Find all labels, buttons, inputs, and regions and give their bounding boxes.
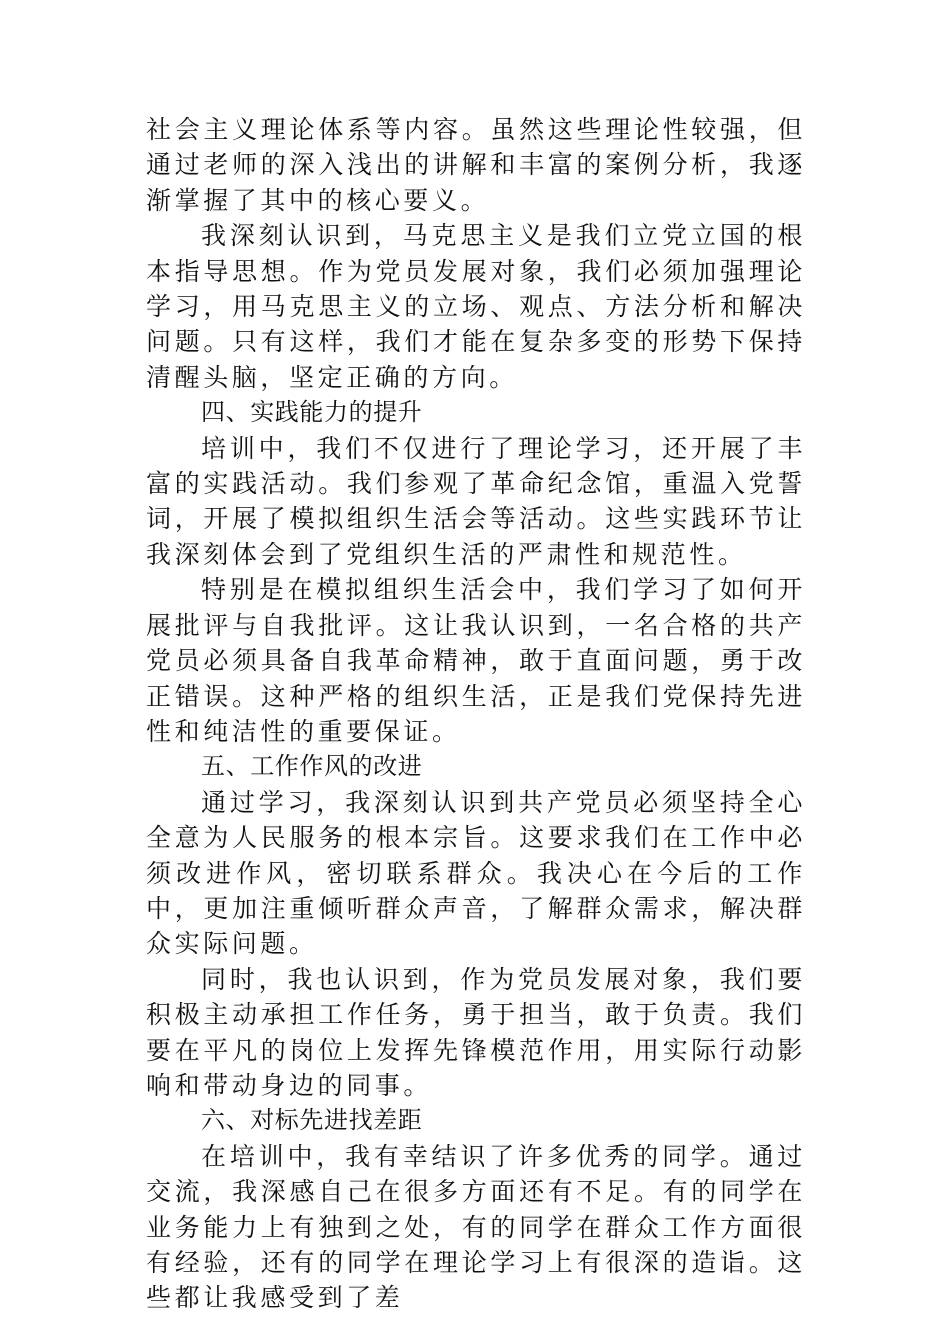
paragraph-marxism-guidance: 我深刻认识到，马克思主义是我们立党立国的根本指导思想。作为党员发展对象，我们必须加强理论学习，用马克思主义的立场、观点、方法分析和解决问题。只有这样，我们才能在复杂多变的形势下保持清醒头脑，坚定正确的方向。 <box>146 221 806 392</box>
paragraph-criticism: 特别是在模拟组织生活会中，我们学习了如何开展批评与自我批评。这让我认识到，一名合格的共产党员必须具备自我革命精神，敢于直面问题，勇于改正错误。这种严格的组织生活，正是我们党保持先进性和纯洁性的重要保证。 <box>146 575 806 746</box>
paragraph-continued: 社会主义理论体系等内容。虽然这些理论性较强，但通过老师的深入浅出的讲解和丰富的案例分析，我逐渐掌握了其中的核心要义。 <box>146 115 806 215</box>
paragraph-serve-people: 通过学习，我深刻认识到共产党员必须坚持全心全意为人民服务的根本宗旨。这要求我们在工作中必须改进作风，密切联系群众。我决心在今后的工作中，更加注重倾听群众声音，了解群众需求，解决群众实际问题。 <box>146 787 806 959</box>
document-page <box>146 112 806 1316</box>
section-heading-practice: 四、实践能力的提升 <box>201 398 423 427</box>
paragraph-classmates: 在培训中，我有幸结识了许多优秀的同学。通过交流，我深感自己在很多方面还有不足。有的同学在业务能力上有独到之处，有的同学在群众工作方面很有经验，还有的同学在理论学习上有很深的造诣。这些都让我感受到了差 <box>146 1141 806 1313</box>
section-heading-benchmark: 六、对标先进找差距 <box>201 1106 423 1135</box>
paragraph-responsibility: 同时，我也认识到，作为党员发展对象，我们要积极主动承担工作任务，勇于担当，敢于负责。我们要在平凡的岗位上发挥先锋模范作用，用实际行动影响和带动身边的同事。 <box>146 964 806 1100</box>
section-heading-work-style: 五、工作作风的改进 <box>201 752 423 781</box>
paragraph-practice-activities: 培训中，我们不仅进行了理论学习，还开展了丰富的实践活动。我们参观了革命纪念馆，重温入党誓词，开展了模拟组织生活会等活动。这些实践环节让我深刻体会到了党组织生活的严肃性和规范性。 <box>146 433 806 569</box>
